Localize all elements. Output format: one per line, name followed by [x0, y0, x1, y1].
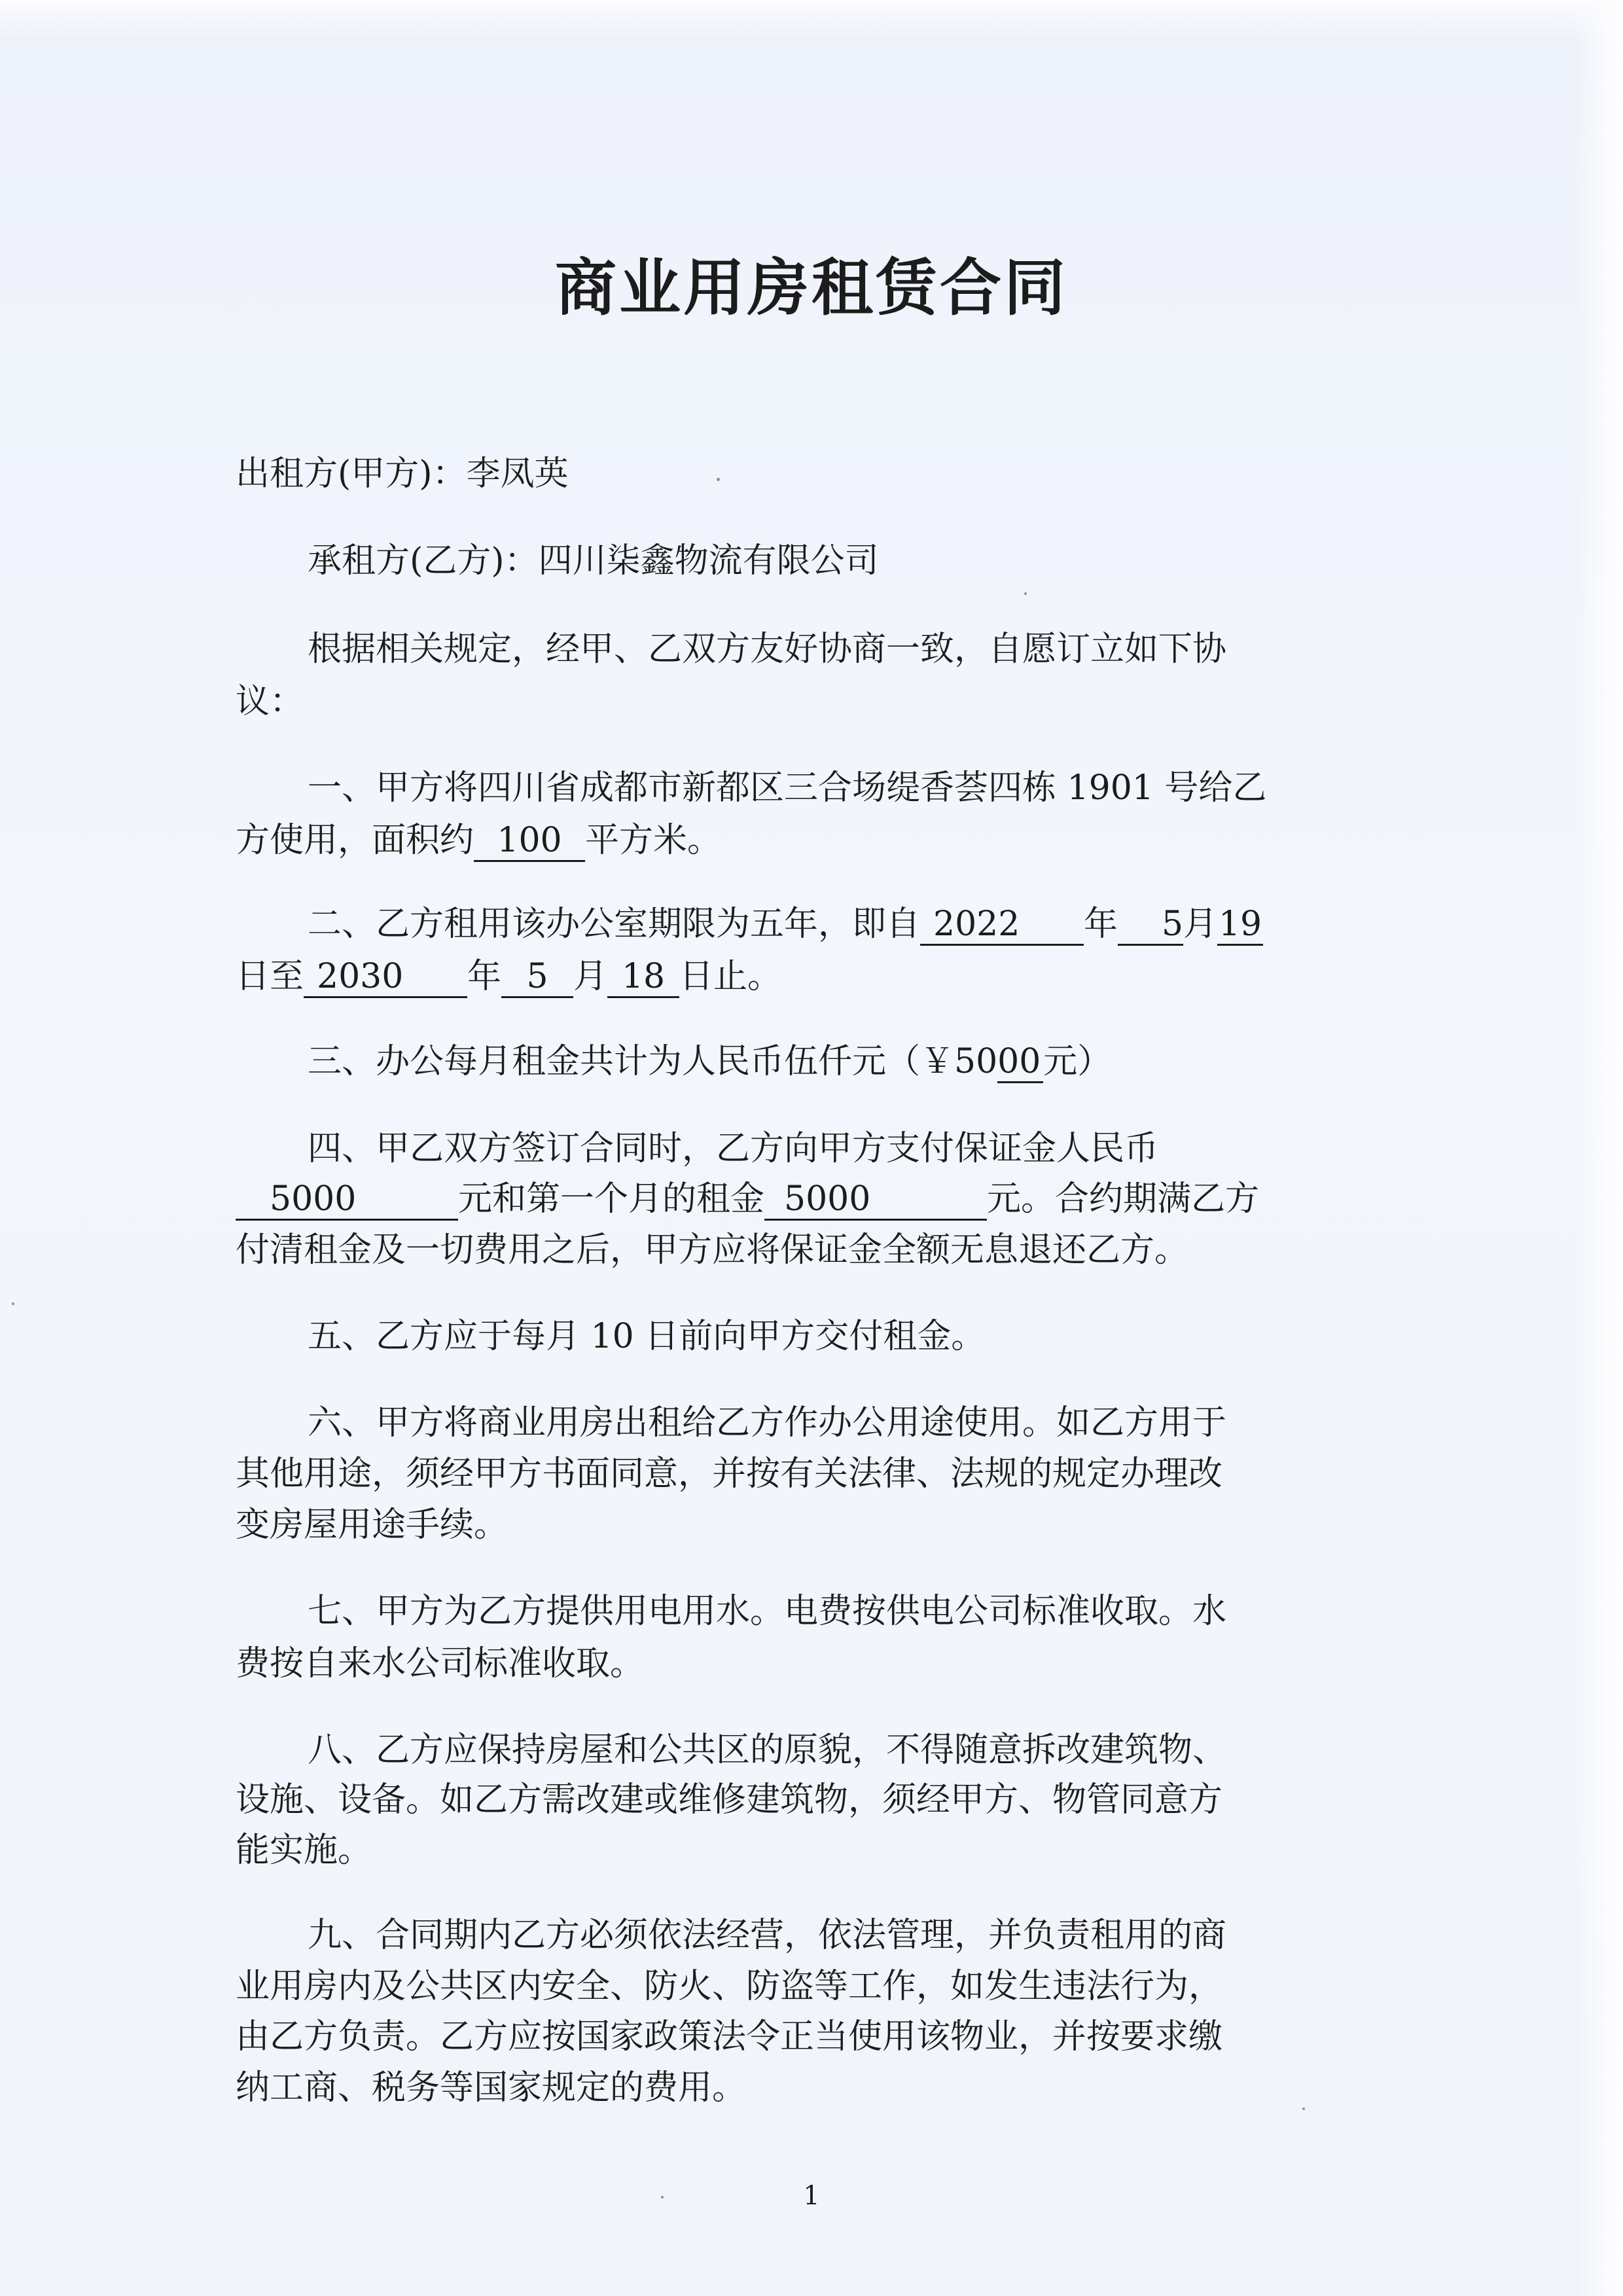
clause-2-line-2	[236, 956, 781, 998]
scan-speck	[661, 2196, 664, 2198]
end-year-value: 2030	[304, 957, 467, 998]
rent-value-underlined: 00	[997, 1042, 1043, 1083]
clause-4-line-1: 四、甲乙双方签订合同时，乙方向甲方支付保证金人民币	[308, 1129, 1159, 1168]
year-label: 年	[467, 957, 502, 996]
scan-speck	[1024, 592, 1027, 595]
clause-9-line-4: 纳工商、税务等国家规定的费用。	[236, 2068, 747, 2108]
lessee-line: 承租方(乙方)：四川柒鑫物流有限公司	[308, 541, 879, 581]
clause-7-line-2: 费按自来水公司标准收取。	[236, 1644, 645, 1683]
clause-2-line-1	[308, 903, 1263, 946]
scan-speck	[12, 1302, 14, 1305]
end-month-value: 5	[501, 957, 573, 998]
clause-2-text: 二、乙方租用该办公室期限为五年，即自	[308, 905, 921, 944]
lessor-line: 出租方(甲方)：李凤英	[236, 454, 569, 493]
first-rent-value: 5000	[764, 1179, 987, 1221]
start-month-value: 5	[1118, 905, 1183, 946]
preamble-line-1: 根据相关规定，经甲、乙双方友好协商一致，自愿订立如下协	[308, 630, 1227, 669]
scan-speck	[717, 478, 720, 481]
day-to-label: 日至	[236, 957, 304, 996]
clause-9-line-3: 由乙方负责。乙方应按国家政策法令正当使用该物业，并按要求缴	[236, 2017, 1223, 2056]
clause-3-text: 三、办公每月租金共计为人民币伍仟元（￥50	[308, 1042, 998, 1081]
clause-3-line	[308, 1041, 1111, 1083]
clause-6-line-3: 变房屋用途手续。	[236, 1505, 508, 1545]
clause-5-line: 五、乙方应于每月 10 日前向甲方交付租金。	[308, 1317, 986, 1356]
preamble-line-2: 议：	[236, 682, 304, 721]
start-day-value: 19	[1217, 905, 1263, 946]
clause-9-line-2: 业用房内及公共区内安全、防火、防盗等工作，如发生违法行为，	[236, 1967, 1223, 2006]
area-value: 100	[474, 821, 585, 862]
clause-9-line-1: 九、合同期内乙方必须依法经营，依法管理，并负责租用的商	[308, 1916, 1227, 1955]
clause-4-text-2: 元。合约期满乙方	[987, 1179, 1260, 1219]
clause-8-line-1: 八、乙方应保持房屋和公共区的原貌，不得随意拆改建筑物、	[308, 1731, 1227, 1770]
page-number: 1	[803, 2181, 820, 2211]
clause-4-line-3: 付清租金及一切费用之后，甲方应将保证金全额无息退还乙方。	[236, 1230, 1189, 1270]
scan-speck	[1302, 2108, 1305, 2110]
clause-1-line-1: 一、甲方将四川省成都市新都区三合场缇香荟四栋 1901 号给乙	[308, 768, 1267, 808]
clause-4-line-2	[236, 1178, 1259, 1221]
clause-8-line-3: 能实施。	[236, 1831, 372, 1870]
clause-3-end: 元）	[1043, 1042, 1112, 1081]
day-end-label: 日止。	[679, 957, 782, 996]
end-day-value: 18	[607, 957, 679, 998]
clause-7-line-1: 七、甲方为乙方提供用电用水。电费按供电公司标准收取。水	[308, 1592, 1227, 1631]
clause-8-line-2: 设施、设备。如乙方需改建或维修建筑物，须经甲方、物管同意方	[236, 1780, 1223, 1820]
deposit-value: 5000	[236, 1179, 458, 1221]
clause-4-text: 元和第一个月的租金	[458, 1179, 765, 1219]
year-label: 年	[1084, 905, 1118, 944]
clause-1-line-2	[236, 819, 721, 862]
clause-6-line-1: 六、甲方将商业用房出租给乙方作办公用途使用。如乙方用于	[308, 1403, 1227, 1443]
clause-6-line-2: 其他用途，须经甲方书面同意，并按有关法律、法规的规定办理改	[236, 1454, 1223, 1494]
scan-shadow-top	[0, 0, 1623, 39]
clause-1-unit: 平方米。	[585, 821, 722, 860]
month-label: 月	[1183, 905, 1218, 944]
clause-1-text: 方使用，面积约	[236, 821, 474, 860]
month-label: 月	[573, 957, 608, 996]
scan-shadow-right	[1577, 0, 1623, 2296]
contract-title: 商业用房租赁合同	[554, 252, 1068, 324]
start-year-value: 2022	[920, 905, 1084, 946]
